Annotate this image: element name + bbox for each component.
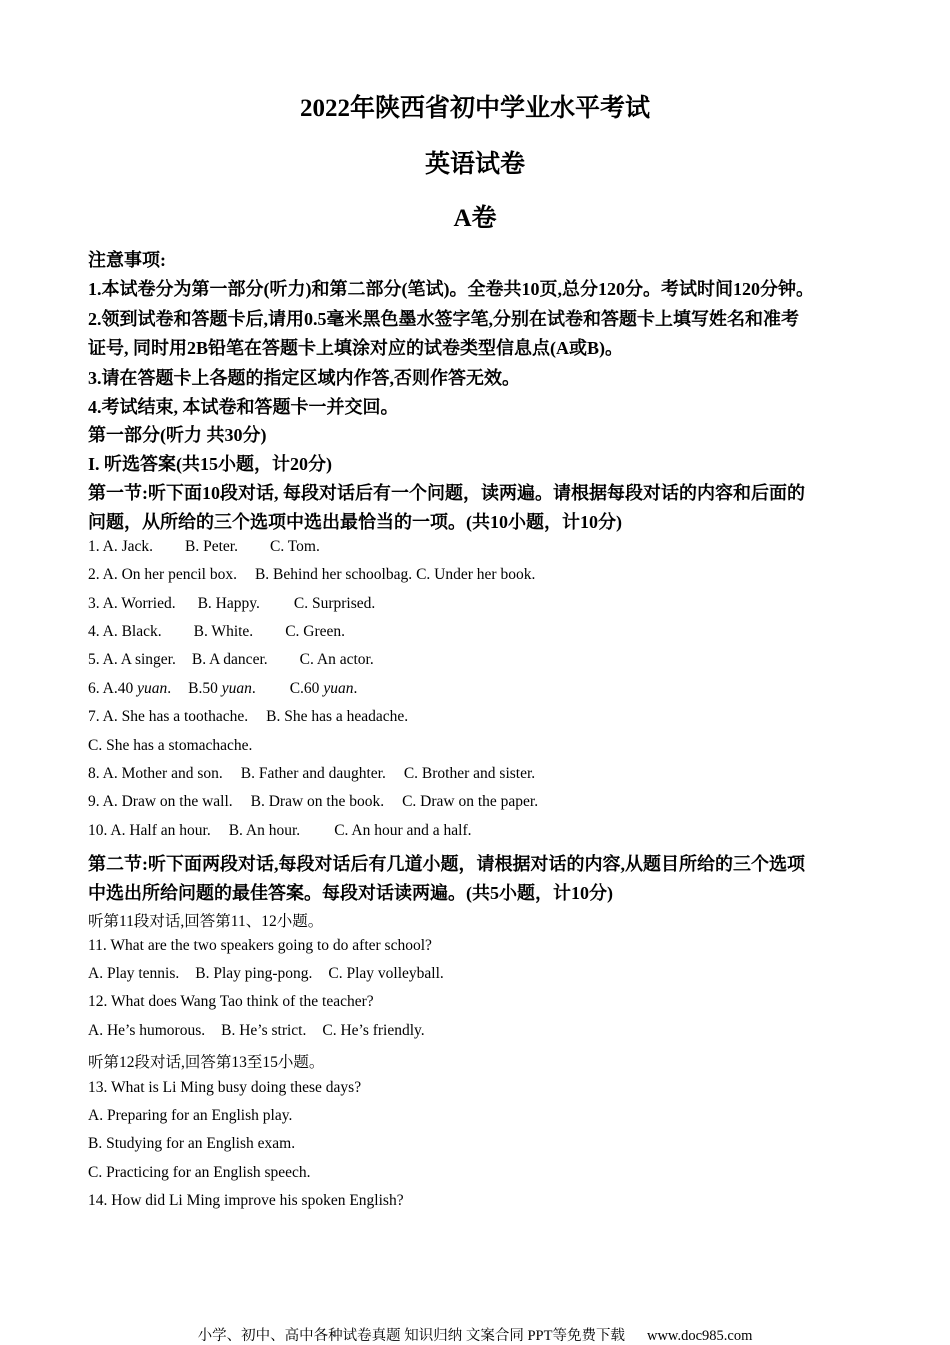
option: A. He’s humorous.: [88, 1022, 206, 1039]
option-a: 6. A.40 yuan.: [88, 680, 172, 697]
option: B. A dancer.: [191, 651, 268, 668]
page-footer: [0, 1324, 950, 1345]
option: C. An hour and a half.: [334, 822, 472, 839]
notice-heading: 注意事项:: [88, 250, 166, 270]
question-11: 11. What are the two speakers going to do after school?: [88, 937, 432, 954]
exam-subtitle: 英语试卷: [424, 151, 525, 178]
section-instructions: 第二节:听下面两段对话,每段对话后有几道小题，请根据对话的内容,从题目所给的三个选项: [88, 854, 805, 874]
option: C. Under her book.: [416, 566, 536, 583]
section-instructions: 中选出所给问题的最佳答案。每段对话读两遍。(共5小题，计10分): [88, 883, 613, 903]
option: B. Peter.: [185, 538, 238, 555]
notice-item: 4.考试结束, 本试卷和答题卡一并交回。: [88, 397, 399, 417]
section-heading: I. 听选答案(共15小题，计20分): [88, 454, 332, 474]
notice-item: 2.领到试卷和答题卡后,请用0.5毫米黑色墨水签字笔,分别在试卷和答题卡上填写姓名和准考: [88, 309, 799, 329]
question-11-options: [88, 965, 444, 983]
question-1: [88, 538, 320, 556]
notice-item: 证号, 同时用2B铅笔在答题卡上填涂对应的试卷类型信息点(A或B)。: [88, 338, 623, 358]
question-13-option-a: A. Preparing for an English play.: [88, 1107, 293, 1124]
paper-label: A卷: [453, 205, 497, 232]
question-13-option-c: C. Practicing for an English speech.: [88, 1164, 311, 1181]
option-b: B.50 yuan.: [188, 680, 256, 697]
option: 8. A. Mother and son.: [88, 765, 223, 782]
question-8: [88, 765, 535, 783]
question-5: [88, 651, 374, 669]
option: 5. A. A singer.: [88, 651, 176, 668]
option: 10. A. Half an hour.: [88, 822, 211, 839]
option: 9. A. Draw on the wall.: [88, 793, 233, 810]
footer-text: 小学、初中、高中各种试卷真题 知识归纳 文案合同 PPT等免费下载: [197, 1328, 625, 1344]
question-6: [88, 680, 357, 698]
option: 4. A. Black.: [88, 623, 162, 640]
option: B. Father and daughter.: [240, 765, 386, 782]
option: B. An hour.: [228, 822, 301, 839]
option: B. White.: [193, 623, 254, 640]
option: C. Play volleyball.: [328, 965, 444, 982]
question-2: [88, 566, 535, 584]
option: B. She has a headache.: [266, 708, 409, 725]
question-4: [88, 623, 345, 641]
section-instructions: 第一节:听下面10段对话, 每段对话后有一个问题，读两遍。请根据每段对话的内容和后面的: [88, 483, 805, 503]
question-13-option-b: B. Studying for an English exam.: [88, 1135, 296, 1152]
question-7-option-c: C. She has a stomachache.: [88, 737, 253, 754]
option: C. He’s friendly.: [322, 1022, 425, 1039]
option: C. Green.: [285, 623, 346, 640]
section-instructions: 问题，从所给的三个选项中选出最恰当的一项。(共10小题，计10分): [88, 512, 622, 532]
option: C. Tom.: [269, 538, 320, 555]
option: B. Play ping-pong.: [195, 965, 313, 982]
option: C. An actor.: [299, 651, 374, 668]
question-13: 13. What is Li Ming busy doing these days?: [88, 1079, 362, 1096]
notice-item: 3.请在答题卡上各题的指定区域内作答,否则作答无效。: [88, 368, 520, 388]
notice-item: 1.本试卷分为第一部分(听力)和第二部分(笔试)。全卷共10页,总分120分。考试时间120分钟。: [88, 279, 814, 299]
option: B. He’s strict.: [221, 1022, 307, 1039]
option: A. Play tennis.: [88, 965, 180, 982]
option: 7. A. She has a toothache.: [88, 708, 249, 725]
option: B. Draw on the book.: [250, 793, 385, 810]
exam-title: 2022年陕西省初中学业水平考试: [299, 95, 650, 122]
option: C. Draw on the paper.: [402, 793, 539, 810]
option: C. Surprised.: [293, 595, 376, 612]
option: B. Happy.: [197, 595, 260, 612]
question-12-options: [88, 1022, 425, 1040]
question-3: [88, 595, 375, 613]
question-10: [88, 822, 472, 840]
dialogue-note: 听第11段对话,回答第11、12小题。: [88, 913, 324, 930]
footer-site-link[interactable]: www.doc985.com: [646, 1328, 753, 1344]
option-c: C.60 yuan.: [289, 680, 358, 697]
option: 1. A. Jack.: [88, 538, 154, 555]
question-14: 14. How did Li Ming improve his spoken English?: [88, 1192, 404, 1209]
question-7: [88, 708, 408, 726]
question-12: 12. What does Wang Tao think of the teacher?: [88, 993, 374, 1010]
dialogue-note: 听第12段对话,回答第13至15小题。: [88, 1054, 325, 1071]
question-9: [88, 793, 538, 811]
option: 3. A. Worried.: [88, 595, 176, 612]
option: B. Behind her schoolbag.: [254, 566, 413, 583]
option: C. Brother and sister.: [403, 765, 536, 782]
part-heading: 第一部分(听力 共30分): [88, 425, 267, 445]
option: 2. A. On her pencil box.: [88, 566, 237, 583]
